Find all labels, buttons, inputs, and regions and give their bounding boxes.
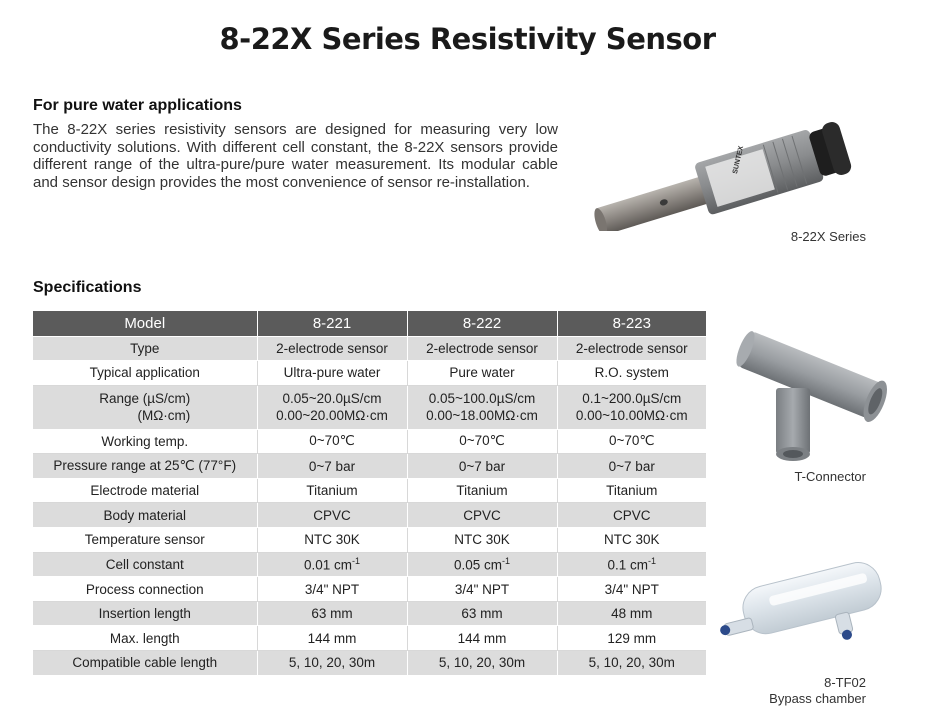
specifications-table (33, 311, 706, 676)
table-cell: 129 mm (557, 626, 706, 651)
table-cell: 0~70℃ (557, 429, 706, 454)
cell-line: 0.00~20.00MΩ·cm (276, 408, 388, 424)
specifications-heading: Specifications (33, 279, 142, 296)
row-label: Typical application (33, 361, 257, 386)
intro-paragraph: The 8-22X series resistivity sensors are designed for measuring very low conductivity solutions. With different cell constant, the 8-22X sensors provide different range of the ultra-pure/pure water measurement. Its modular cable and sensor design provides the most convenience of sensor re-installation. (33, 121, 558, 191)
table-cell (557, 552, 706, 577)
table-cell: 3/4" NPT (257, 577, 407, 602)
cell-line: 0.00~18.00MΩ·cm (426, 408, 538, 424)
column-header: 8-221 (257, 311, 407, 336)
table-cell: 144 mm (407, 626, 557, 651)
table-cell: CPVC (407, 503, 557, 528)
table-row (33, 478, 706, 503)
table-row (33, 577, 706, 602)
table-row (33, 454, 706, 479)
cell-value: 0.01 cm (303, 557, 352, 573)
table-cell: Titanium (557, 478, 706, 503)
table-row (33, 385, 706, 429)
bypass-model-label: 8-TF02 (824, 675, 866, 690)
page-title: 8-22X Series Resistivity Sensor (219, 22, 716, 56)
superscript: -1 (502, 556, 511, 567)
table-cell (407, 385, 557, 429)
table-row (33, 651, 706, 676)
table-cell: Titanium (257, 478, 407, 503)
row-label: Body material (33, 503, 257, 528)
intro-heading: For pure water applications (33, 97, 242, 114)
column-header: Model (33, 311, 257, 336)
table-cell (557, 385, 706, 429)
sensor-caption: 8-22X Series (790, 229, 866, 244)
table-cell: 0~7 bar (557, 454, 706, 479)
cell-line: 0.00~10.00MΩ·cm (575, 408, 688, 424)
table-cell: 3/4" NPT (557, 577, 706, 602)
table-cell: 63 mm (257, 601, 407, 626)
range-label-group (99, 390, 190, 424)
table-cell: NTC 30K (257, 528, 407, 553)
table-cell: 5, 10, 20, 30m (557, 651, 706, 676)
table-row (33, 528, 706, 553)
table-cell: 3/4" NPT (407, 577, 557, 602)
bypass-name-label: Bypass chamber (769, 691, 866, 706)
cell-value: 0.1 cm (607, 557, 648, 573)
table-row (33, 336, 706, 361)
table-cell: CPVC (257, 503, 407, 528)
row-label: Electrode material (33, 478, 257, 503)
sensor-label-text: SUNTEX (731, 145, 746, 175)
bypass-chamber-image (713, 548, 898, 658)
table-cell (257, 552, 407, 577)
table-cell: 5, 10, 20, 30m (407, 651, 557, 676)
table-cell: Pure water (407, 361, 557, 386)
table-cell: 0~70℃ (257, 429, 407, 454)
cell-line: 0.05~20.0µS/cm (282, 391, 382, 407)
table-cell: Ultra-pure water (257, 361, 407, 386)
t-connector-image (730, 316, 890, 466)
row-label: Compatible cable length (33, 651, 257, 676)
table-cell (407, 552, 557, 577)
table-cell: 0~7 bar (257, 454, 407, 479)
column-header: 8-222 (407, 311, 557, 336)
row-label: Pressure range at 25℃ (77°F) (33, 454, 257, 479)
cell-line: 0.05~100.0µS/cm (428, 391, 536, 407)
table-cell: R.O. system (557, 361, 706, 386)
table-cell: 2-electrode sensor (257, 336, 407, 361)
row-label: Insertion length (33, 601, 257, 626)
column-header: 8-223 (557, 311, 706, 336)
table-cell: CPVC (557, 503, 706, 528)
table-cell: NTC 30K (407, 528, 557, 553)
superscript: -1 (648, 556, 657, 567)
t-connector-caption: T-Connector (794, 469, 866, 484)
table-cell: 0~70℃ (407, 429, 557, 454)
superscript: -1 (352, 556, 361, 567)
table-cell: Titanium (407, 478, 557, 503)
table-cell: 2-electrode sensor (407, 336, 557, 361)
row-label (33, 385, 257, 429)
sensor-product-image (578, 96, 878, 231)
table-row (33, 601, 706, 626)
row-label: Cell constant (33, 552, 257, 577)
cell-line: 0.1~200.0µS/cm (582, 391, 682, 407)
table-row (33, 361, 706, 386)
row-label: Type (33, 336, 257, 361)
table-cell: 48 mm (557, 601, 706, 626)
row-label: Process connection (33, 577, 257, 602)
row-label: Working temp. (33, 429, 257, 454)
table-row (33, 626, 706, 651)
bypass-chamber-caption (700, 675, 866, 707)
table-cell: 5, 10, 20, 30m (257, 651, 407, 676)
table-row (33, 429, 706, 454)
table-cell (257, 385, 407, 429)
table-cell: 2-electrode sensor (557, 336, 706, 361)
row-label-line: Range (µS/cm) (99, 391, 191, 407)
table-cell: 63 mm (407, 601, 557, 626)
table-cell: 144 mm (257, 626, 407, 651)
table-cell: NTC 30K (557, 528, 706, 553)
table-header-row (33, 311, 706, 336)
table-row (33, 552, 706, 577)
table-cell: 0~7 bar (407, 454, 557, 479)
table-row (33, 503, 706, 528)
row-label-line: (MΩ·cm) (137, 408, 191, 424)
cell-value: 0.05 cm (453, 557, 502, 573)
row-label: Max. length (33, 626, 257, 651)
row-label: Temperature sensor (33, 528, 257, 553)
